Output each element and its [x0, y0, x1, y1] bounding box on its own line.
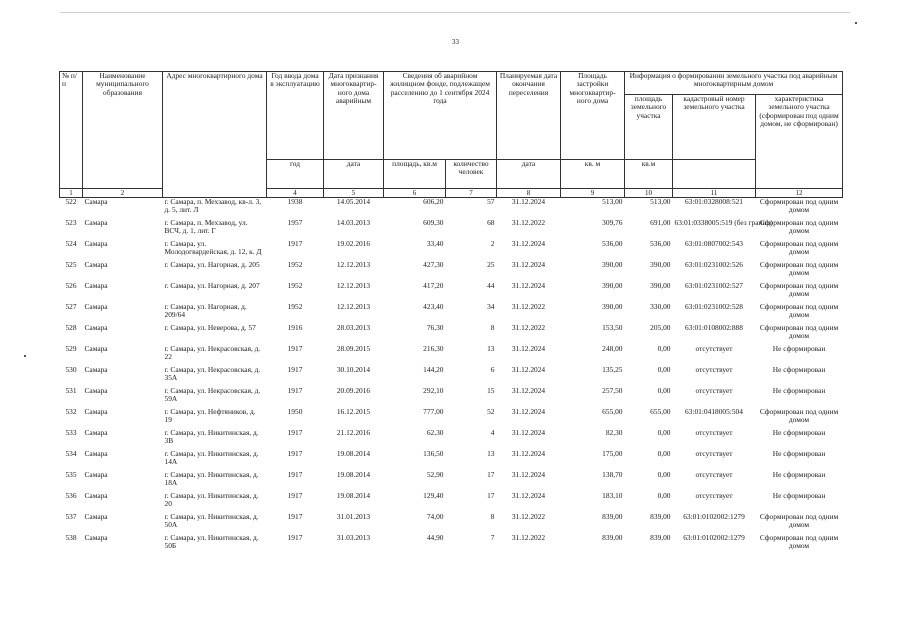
unit-people: количество человек — [446, 160, 497, 189]
row-planned-date: 31.12.2024 — [511, 407, 546, 416]
row-address: г. Самара, ул. Нефтяников, д. 19 — [164, 407, 256, 425]
row-building-area: 309,76 — [602, 218, 623, 227]
row-land-area: 0,00 — [657, 491, 671, 500]
column-number: 5 — [324, 189, 384, 198]
row-number: 529 — [65, 344, 77, 353]
row-building-area: 839,00 — [602, 512, 623, 521]
row-municipality: Самара — [84, 239, 108, 248]
unit-date: дата — [324, 160, 384, 189]
row-cadastral: отсутствует — [695, 428, 733, 437]
row-land-area: 839,00 — [650, 512, 671, 521]
emergency-housing-table — [59, 71, 843, 555]
row-year-built: 1917 — [287, 512, 303, 521]
row-year-built: 1950 — [287, 407, 303, 416]
table-row — [60, 324, 843, 345]
row-date-declared: 28.03.2013 — [336, 323, 371, 332]
row-year-built: 1917 — [287, 239, 303, 248]
page-number: 33 — [452, 38, 459, 46]
row-area: 33,40 — [426, 239, 444, 248]
row-people: 17 — [487, 491, 495, 500]
row-year-built: 1917 — [287, 449, 303, 458]
row-municipality: Самара — [84, 281, 108, 290]
row-planned-date: 31.12.2022 — [511, 218, 546, 227]
row-characteristic: Сформирован под одним домом — [759, 512, 839, 530]
row-year-built: 1917 — [287, 533, 303, 542]
row-address: г. Самара, ул. Никитинская, д. 18А — [164, 470, 259, 488]
row-area: 609,30 — [423, 218, 444, 227]
table-row — [60, 387, 843, 408]
row-municipality: Самара — [84, 260, 108, 269]
row-date-declared: 16.12.2015 — [336, 407, 371, 416]
row-characteristic: Не сформирован — [772, 365, 826, 374]
row-building-area: 175,00 — [602, 449, 623, 458]
row-characteristic: Сформирован под одним домом — [759, 533, 839, 551]
row-municipality: Самара — [84, 344, 108, 353]
header-emergency-info: Сведения об аварийном жилищном фонде, подлежащем расселению до 1 сентября 2024 года — [384, 72, 497, 160]
row-address: г. Самара, ул. Неверова, д. 57 — [164, 323, 256, 332]
row-date-declared: 12.12.2013 — [336, 260, 371, 269]
row-municipality: Самара — [84, 428, 108, 437]
row-cadastral: 63:01:0418005:504 — [685, 407, 743, 416]
row-people: 15 — [487, 386, 495, 395]
row-building-area: 248,00 — [602, 344, 623, 353]
row-cadastral: 63:01:0231002:526 — [685, 260, 743, 269]
row-cadastral: отсутствует — [695, 386, 733, 395]
header-num: № п/п — [60, 72, 83, 189]
row-municipality: Самара — [84, 365, 108, 374]
row-area: 417,20 — [423, 281, 444, 290]
header-date-declared: Дата признания многоквартир-ного дома аварийным — [324, 72, 384, 160]
row-planned-date: 31.12.2024 — [511, 428, 546, 437]
row-municipality: Самара — [84, 407, 108, 416]
row-number: 524 — [65, 239, 77, 248]
row-building-area: 153,50 — [602, 323, 623, 332]
column-number: 2 — [83, 189, 163, 198]
row-people: 8 — [490, 323, 495, 332]
row-number: 534 — [65, 449, 77, 458]
column-number: 4 — [267, 189, 324, 198]
row-number: 530 — [65, 365, 77, 374]
row-municipality: Самара — [84, 470, 108, 479]
row-people: 68 — [487, 218, 495, 227]
row-land-area: 536,00 — [650, 239, 671, 248]
row-cadastral: отсутствует — [695, 365, 733, 374]
row-date-declared: 19.08.2014 — [336, 470, 371, 479]
row-year-built: 1917 — [287, 365, 303, 374]
row-municipality: Самара — [84, 323, 108, 332]
row-address: г. Самара, ул. Нагорная, д. 207 — [164, 281, 260, 290]
row-planned-date: 31.12.2024 — [511, 386, 546, 395]
row-date-declared: 14.03.2013 — [336, 218, 371, 227]
row-planned-date: 31.12.2024 — [511, 491, 546, 500]
row-land-area: 691,00 — [650, 218, 671, 227]
row-characteristic: Не сформирован — [772, 491, 826, 500]
row-address: г. Самара, п. Мехзавод, ул. ВСЧ, д. 1, лит. Г — [164, 218, 248, 236]
row-number: 525 — [65, 260, 77, 269]
row-number: 536 — [65, 491, 77, 500]
row-land-area: 390,00 — [650, 281, 671, 290]
row-planned-date: 31.12.2024 — [511, 365, 546, 374]
row-cadastral: 63:01:0102002:1279 — [683, 512, 745, 521]
row-land-area: 839,00 — [650, 533, 671, 542]
row-municipality: Самара — [84, 197, 108, 206]
row-date-declared: 19.02.2016 — [336, 239, 371, 248]
row-number: 528 — [65, 323, 77, 332]
row-address: г. Самара, ул. Молодогвардейская, д. 12, к. Д — [164, 239, 262, 257]
header-land-characteristic: характеристика земельного участка (сформирован под одним домом, не сформирован) — [756, 95, 843, 189]
row-date-declared: 12.12.2013 — [336, 281, 371, 290]
top-rule — [60, 12, 850, 13]
row-cadastral: 63:01:0231002:528 — [685, 302, 743, 311]
row-people: 57 — [487, 197, 495, 206]
header-address: Адрес многоквартирного дома — [163, 72, 267, 198]
row-municipality: Самара — [84, 491, 108, 500]
column-number: 7 — [446, 189, 497, 198]
row-date-declared: 31.01.2013 — [336, 512, 371, 521]
scan-speck — [24, 355, 26, 357]
row-planned-date: 31.12.2024 — [511, 197, 546, 206]
row-building-area: 135,25 — [602, 365, 623, 374]
row-address: г. Самара, ул. Никитинская, д. 20 — [164, 491, 259, 509]
table-row — [60, 366, 843, 387]
row-planned-date: 31.12.2022 — [511, 533, 546, 542]
row-year-built: 1917 — [287, 470, 303, 479]
row-cadastral: 63:01:0807002:543 — [685, 239, 743, 248]
row-year-built: 1952 — [287, 302, 303, 311]
row-date-declared: 31.03.2013 — [336, 533, 371, 542]
row-land-area: 513,00 — [650, 197, 671, 206]
row-land-area: 330,00 — [650, 302, 671, 311]
table-row — [60, 261, 843, 282]
row-people: 17 — [487, 470, 495, 479]
header-land-area: площадь земельного участка — [625, 95, 673, 160]
row-number: 537 — [65, 512, 77, 521]
row-characteristic: Сформирован под одним домом — [759, 260, 839, 278]
row-characteristic: Сформирован под одним домом — [759, 239, 839, 257]
row-date-declared: 21.12.2016 — [336, 428, 371, 437]
row-municipality: Самара — [84, 218, 108, 227]
table-row — [60, 219, 843, 240]
row-area: 136,50 — [423, 449, 444, 458]
row-year-built: 1938 — [287, 197, 303, 206]
row-area: 606,20 — [423, 197, 444, 206]
row-building-area: 513,00 — [602, 197, 623, 206]
row-building-area: 536,00 — [602, 239, 623, 248]
row-address: г. Самара, ул. Никитинская, д. 50Б — [164, 533, 259, 551]
row-address: г. Самара, ул. Некрасовская, д. 35А — [164, 365, 261, 383]
table-row — [60, 240, 843, 261]
row-area: 292,10 — [423, 386, 444, 395]
row-land-area: 0,00 — [657, 344, 671, 353]
column-number: 10 — [625, 189, 673, 198]
row-characteristic: Сформирован под одним домом — [759, 218, 839, 236]
row-planned-date: 31.12.2024 — [511, 470, 546, 479]
row-cadastral: отсутствует — [695, 449, 733, 458]
row-building-area: 839,00 — [602, 533, 623, 542]
row-area: 423,40 — [423, 302, 444, 311]
row-municipality: Самара — [84, 386, 108, 395]
row-characteristic: Сформирован под одним домом — [759, 407, 839, 425]
row-building-area: 82,30 — [605, 428, 623, 437]
row-address: г. Самара, ул. Некрасовская, д. 59А — [164, 386, 261, 404]
column-number: 12 — [756, 189, 843, 198]
row-building-area: 390,00 — [602, 302, 623, 311]
row-address: г. Самара, ул. Никитинская, д. 50А — [164, 512, 259, 530]
table-row — [60, 450, 843, 471]
row-number: 535 — [65, 470, 77, 479]
table-row — [60, 408, 843, 429]
row-people: 7 — [490, 533, 495, 542]
row-year-built: 1917 — [287, 428, 303, 437]
row-characteristic: Сформирован под одним домом — [759, 302, 839, 320]
row-cadastral: отсутствует — [695, 491, 733, 500]
table-row — [60, 345, 843, 366]
row-area: 777,00 — [423, 407, 444, 416]
row-number: 522 — [65, 197, 77, 206]
row-cadastral: 63:01:0102002:1279 — [683, 533, 745, 542]
row-land-area: 0,00 — [657, 470, 671, 479]
row-date-declared: 12.12.2013 — [336, 302, 371, 311]
row-date-declared: 14.05.2014 — [336, 197, 371, 206]
row-number: 526 — [65, 281, 77, 290]
unit-area: площадь, кв.м — [384, 160, 446, 189]
row-land-area: 0,00 — [657, 386, 671, 395]
row-characteristic: Сформирован под одним домом — [759, 197, 839, 215]
row-building-area: 390,00 — [602, 260, 623, 269]
row-municipality: Самара — [84, 302, 108, 311]
row-characteristic: Не сформирован — [772, 428, 826, 437]
row-year-built: 1917 — [287, 491, 303, 500]
header-planned-date: Планируемая дата окончания переселения — [497, 72, 561, 160]
header-land-info: Информация о формировании земельного участка под аварийным многоквартирным домом — [625, 72, 843, 95]
row-people: 4 — [490, 428, 495, 437]
row-land-area: 390,00 — [650, 260, 671, 269]
row-area: 144,20 — [423, 365, 444, 374]
row-building-area: 183,10 — [602, 491, 623, 500]
row-land-area: 0,00 — [657, 449, 671, 458]
row-number: 527 — [65, 302, 77, 311]
table-row — [60, 513, 843, 534]
header-building-area: Площадь застройки многоквартир-ного дома — [561, 72, 625, 160]
row-area: 216,30 — [423, 344, 444, 353]
row-year-built: 1917 — [287, 344, 303, 353]
row-number: 532 — [65, 407, 77, 416]
row-number: 533 — [65, 428, 77, 437]
row-address: г. Самара, ул. Некрасовская, д. 22 — [164, 344, 261, 362]
row-area: 44,90 — [426, 533, 444, 542]
header-cadastral: кадастровый номер земельного участка — [673, 95, 756, 160]
row-people: 6 — [490, 365, 495, 374]
table-row — [60, 471, 843, 492]
row-people: 8 — [490, 512, 495, 521]
column-number: 1 — [60, 189, 83, 198]
row-address: г. Самара, ул. Никитинская, д. 3В — [164, 428, 259, 446]
row-cadastral: 63:01:0231002:527 — [685, 281, 743, 290]
row-address: г. Самара, ул. Никитинская, д. 14А — [164, 449, 259, 467]
row-date-declared: 19.08.2014 — [336, 449, 371, 458]
row-municipality: Самара — [84, 449, 108, 458]
column-number: 11 — [673, 189, 756, 198]
row-municipality: Самара — [84, 512, 108, 521]
row-people: 13 — [487, 344, 495, 353]
table-row — [60, 198, 843, 220]
unit-date2: дата — [497, 160, 561, 189]
table-row — [60, 282, 843, 303]
row-number: 523 — [65, 218, 77, 227]
row-planned-date: 31.12.2022 — [511, 512, 546, 521]
column-number: 9 — [561, 189, 625, 198]
row-people: 44 — [487, 281, 495, 290]
row-people: 13 — [487, 449, 495, 458]
unit-sqm: кв. м — [561, 160, 625, 189]
row-date-declared: 30.10.2014 — [336, 365, 371, 374]
row-characteristic: Не сформирован — [772, 386, 826, 395]
row-number: 531 — [65, 386, 77, 395]
row-land-area: 655,00 — [650, 407, 671, 416]
table-row — [60, 429, 843, 450]
row-cadastral: 63:01:0108002:888 — [685, 323, 743, 332]
row-building-area: 390,00 — [602, 281, 623, 290]
row-people: 52 — [487, 407, 495, 416]
row-date-declared: 20.09.2016 — [336, 386, 371, 395]
row-planned-date: 31.12.2024 — [511, 449, 546, 458]
row-address: г. Самара, ул. Нагорная, д. 209/64 — [164, 302, 247, 320]
row-building-area: 138,70 — [602, 470, 623, 479]
row-area: 427,30 — [423, 260, 444, 269]
row-area: 76,30 — [426, 323, 444, 332]
row-people: 25 — [487, 260, 495, 269]
row-year-built: 1957 — [287, 218, 303, 227]
row-building-area: 655,00 — [602, 407, 623, 416]
row-land-area: 205,00 — [650, 323, 671, 332]
row-number: 538 — [65, 533, 77, 542]
row-characteristic: Сформирован под одним домом — [759, 281, 839, 299]
row-cadastral: 63:01:0328008:521 — [685, 197, 743, 206]
row-address: г. Самара, п. Мехзавод, кв-л. 3, д. 5, лит. Л — [164, 197, 262, 215]
row-date-declared: 19.08.2014 — [336, 491, 371, 500]
header-year-built: Год ввода дома в эксплуатацию — [267, 72, 324, 160]
table-row — [60, 492, 843, 513]
row-year-built: 1917 — [287, 386, 303, 395]
row-area: 62,30 — [426, 428, 444, 437]
row-characteristic: Не сформирован — [772, 449, 826, 458]
row-planned-date: 31.12.2024 — [511, 239, 546, 248]
row-planned-date: 31.12.2022 — [511, 323, 546, 332]
unit-year: год — [267, 160, 324, 189]
row-date-declared: 28.09.2015 — [336, 344, 371, 353]
row-year-built: 1952 — [287, 281, 303, 290]
row-area: 74,00 — [426, 512, 444, 521]
row-area: 129,40 — [423, 491, 444, 500]
row-cadastral: отсутствует — [695, 470, 733, 479]
row-characteristic: Сформирован под одним домом — [759, 323, 839, 341]
row-planned-date: 31.12.2024 — [511, 260, 546, 269]
row-year-built: 1916 — [287, 323, 303, 332]
row-cadastral: отсутствует — [695, 344, 733, 353]
unit-sqm2: кв.м — [625, 160, 673, 189]
row-land-area: 0,00 — [657, 365, 671, 374]
row-year-built: 1952 — [287, 260, 303, 269]
header-municipality: Наименование муниципального образования — [83, 72, 163, 189]
table-row — [60, 534, 843, 555]
row-planned-date: 31.12.2024 — [511, 344, 546, 353]
row-people: 34 — [487, 302, 495, 311]
row-characteristic: Не сформирован — [772, 344, 826, 353]
row-planned-date: 31.12.2024 — [511, 281, 546, 290]
scan-speck — [855, 22, 857, 24]
column-number: 6 — [384, 189, 446, 198]
row-cadastral: 63:01:0338005:519 (без границ) — [674, 218, 773, 227]
row-planned-date: 31.12.2022 — [511, 302, 546, 311]
row-people: 2 — [490, 239, 495, 248]
row-land-area: 0,00 — [657, 428, 671, 437]
row-characteristic: Не сформирован — [772, 470, 826, 479]
column-number: 8 — [497, 189, 561, 198]
table-row — [60, 303, 843, 324]
row-building-area: 257,50 — [602, 386, 623, 395]
row-municipality: Самара — [84, 533, 108, 542]
row-address: г. Самара, ул. Нагорная, д. 205 — [164, 260, 260, 269]
row-area: 52,90 — [426, 470, 444, 479]
